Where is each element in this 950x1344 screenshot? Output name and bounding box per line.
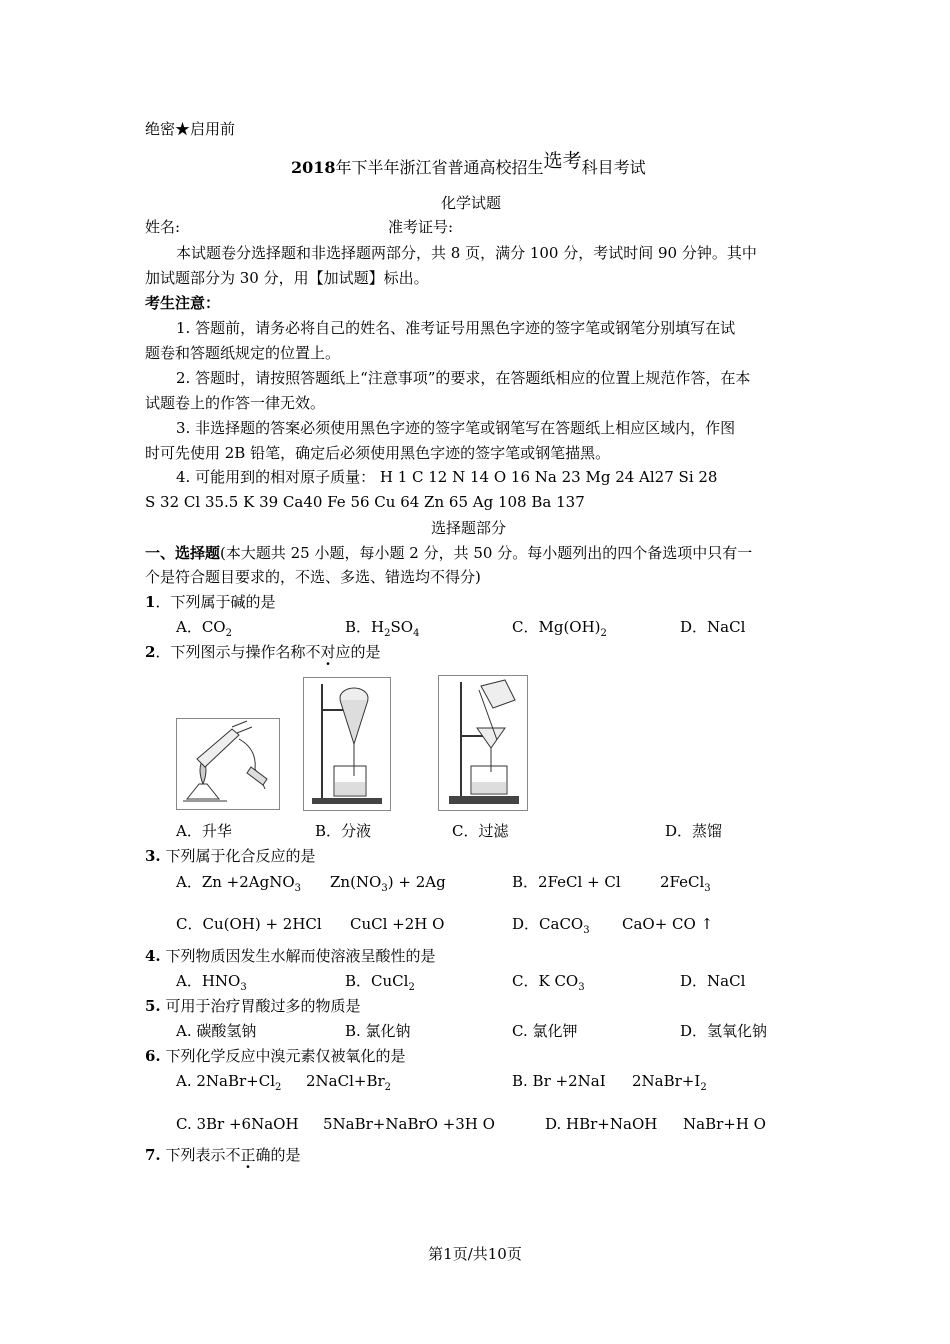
q3-a-text: A．Zn +2AgNO — [176, 873, 295, 891]
q2-option-c: C．过滤 — [452, 822, 509, 840]
q6-c-text2: 5NaBr+NaBrO +3H O — [323, 1115, 495, 1133]
q6-b-text2: 2NaBr+I — [632, 1072, 701, 1090]
q3-option-c — [176, 914, 322, 934]
filtration-apparatus-image — [438, 675, 528, 811]
q3-b-text: B．2FeCl + Cl — [512, 873, 621, 891]
name-label: 姓名: — [145, 218, 181, 236]
q5-option-d: D．氢氧化钠 — [680, 1022, 768, 1040]
q6-option-d-product — [683, 1114, 766, 1134]
note-3a: 3. 非选择题的答案必须使用黑色字迹的签字笔或钢笔写在答题纸上相应区域内，作图 — [176, 419, 736, 437]
notes-heading: 考生注意： — [145, 294, 221, 312]
q1-stem — [145, 592, 275, 612]
q2-option-a: A．升华 — [176, 822, 232, 840]
q6-option-a: A. $2NaBr+Cl_2$ — [176, 1072, 282, 1093]
q3-option-c-product — [350, 914, 444, 934]
q4-b-text: B．CuCl — [345, 972, 409, 990]
q4-option-c: C．K $CO_3$ — [512, 972, 585, 993]
page-footer: 第1页/共10页 — [428, 1245, 522, 1263]
q3-stem — [145, 846, 315, 866]
q7-stem-emphasis: 不正确 — [225, 1146, 271, 1164]
q1-a-text: A．CO — [176, 618, 226, 636]
q7-stem-a: 下列表示 — [160, 1146, 226, 1164]
intro-line2: 加试题部分为 30 分，用【加试题】标出。 — [145, 269, 429, 287]
q3-option-a-product: $Zn(NO_3) + 2Ag$ — [330, 873, 446, 894]
q7-stem-b: 的是 — [270, 1146, 301, 1164]
q6-option-a-product: $2NaCl+Br_2$ — [306, 1072, 392, 1093]
section-title: 选择题部分 — [431, 519, 507, 537]
q4-c-text: C．K CO — [512, 972, 579, 990]
separatory-funnel-image — [303, 677, 391, 811]
q3-num: 3. — [145, 847, 161, 865]
q6-a-text2: 2NaCl+Br — [306, 1072, 385, 1090]
q5-option-b: B. 氯化钠 — [345, 1022, 411, 1040]
q1-b-text: B．H — [345, 618, 385, 636]
q3-option-d: D．CaCO$_3$ — [512, 915, 590, 936]
q1-b-text2: SO — [390, 618, 414, 636]
part-label: 一、选择题 — [145, 544, 221, 562]
q3-option-b — [512, 872, 621, 892]
q4-a-text: A．HNO — [176, 972, 241, 990]
q5-stem — [145, 996, 360, 1016]
q3-stem-text: 下列属于化合反应的是 — [160, 847, 316, 865]
q1-option-b: B．$H_2SO_4$ — [345, 618, 420, 639]
note-1b: 题卷和答题纸规定的位置上。 — [145, 344, 341, 362]
title-raised: 选考 — [543, 150, 582, 172]
q5-option-a: A. 碳酸氢钠 — [176, 1022, 257, 1040]
note-4a: 4. 可能用到的相对原子质量： H 1 C 12 N 14 O 16 Na 23 Mg 24 Al27 Si 28 — [176, 468, 718, 486]
q1-option-d: D．NaCl — [680, 618, 746, 636]
q2-num: 2 — [145, 643, 156, 661]
q4-stem — [145, 946, 435, 966]
q5-num: 5. — [145, 997, 161, 1015]
intro-line1: 本试题卷分选择题和非选择题两部分，共 8 页，满分 100 分，考试时间 90 分钟。其中 — [176, 244, 757, 262]
q1-option-a: A．$CO_2$ — [176, 618, 232, 639]
q1-num: 1 — [145, 593, 156, 611]
q2-stem-emphasis: 不对应 — [305, 643, 351, 661]
q1-option-c: C．$Mg(OH)_2$ — [512, 618, 607, 639]
q2-stem-a: ．下列图示与操作名称 — [155, 643, 306, 661]
q6-a-text: A. 2NaBr+Cl — [176, 1072, 276, 1090]
title-year: 2018 — [291, 158, 336, 177]
q6-option-b-product: $2NaBr+I_2$ — [632, 1072, 707, 1093]
q2-stem — [145, 642, 380, 662]
q2-option-d: D．蒸馏 — [665, 822, 723, 840]
q3-d-text2: CaO+ CO ↑ — [622, 915, 714, 933]
q3-option-d-product — [622, 914, 713, 934]
q6-option-d — [545, 1114, 657, 1134]
title-tail: 科目考试 — [581, 158, 646, 177]
id-label: 准考证号: — [388, 218, 454, 236]
note-1a: 1. 答题前，请务必将自己的姓名、准考证号用黑色字迹的签字笔或钢笔分别填写在试 — [176, 319, 736, 337]
q2-option-b: B．分液 — [315, 822, 372, 840]
q6-b-text: B. Br +2NaI — [512, 1072, 606, 1090]
q7-num: 7. — [145, 1146, 161, 1164]
q3-d-text: D．CaCO — [512, 915, 584, 933]
q3-c-text2: CuCl +2H O — [350, 915, 445, 933]
q3-a-text2: Zn(NO — [330, 873, 382, 891]
note-2b: 试题卷上的作答一律无效。 — [145, 394, 326, 412]
subject-title: 化学试题 — [441, 194, 502, 212]
q6-stem-text: 下列化学反应中溴元素仅被氧化的是 — [160, 1047, 406, 1065]
q5-option-c: C. 氯化钾 — [512, 1022, 578, 1040]
part-desc1: (本大题共 25 小题，每小题 2 分，共 50 分。每小题列出的四个备选项中只有一 — [220, 544, 753, 562]
q3-option-b-product: 2FeCl$_3$ — [660, 873, 711, 894]
note-4b: S 32 Cl 35.5 K 39 Ca40 Fe 56 Cu 64 Zn 65 Ag 108 Ba 137 — [145, 493, 585, 511]
q3-b-text2: 2FeCl — [660, 873, 705, 891]
q6-option-c — [176, 1114, 299, 1134]
note-3b: 时可先使用 2B 铅笔，确定后必须使用黑色字迹的签字笔或钢笔描黑。 — [145, 444, 611, 462]
q2-stem-b: 的是 — [350, 643, 381, 661]
q1-stem-text: ．下列属于碱的是 — [155, 593, 276, 611]
q6-option-b — [512, 1071, 606, 1091]
note-2a: 2. 答题时，请按照答题纸上“注意事项”的要求，在答题纸相应的位置上规范作答，在本 — [176, 369, 751, 387]
q4-option-a: A．$HNO_3$ — [176, 972, 247, 993]
q7-stem — [145, 1145, 300, 1165]
q3-option-a: A．Zn +2AgNO$_3$ — [176, 873, 302, 894]
secret-label: 绝密★启用前 — [145, 120, 236, 138]
q4-num: 4. — [145, 947, 161, 965]
q4-stem-text: 下列物质因发生水解而使溶液呈酸性的是 — [160, 947, 436, 965]
q1-c-text: C．Mg(OH) — [512, 618, 601, 636]
q4-option-d: D．NaCl — [680, 972, 746, 990]
q5-stem-text: 可用于治疗胃酸过多的物质是 — [160, 997, 361, 1015]
sublimation-apparatus-image — [176, 718, 280, 810]
q6-d-text: D. HBr+NaOH — [545, 1115, 658, 1133]
q6-num: 6. — [145, 1047, 161, 1065]
q3-a-text3: ) + 2Ag — [387, 873, 446, 891]
exam-title — [291, 150, 646, 178]
part-line1 — [145, 543, 752, 563]
title-main: 年下半年浙江省普通高校招生 — [335, 158, 544, 177]
q6-c-text: C. 3Br +6NaOH — [176, 1115, 299, 1133]
q6-stem — [145, 1046, 405, 1066]
q4-option-b: B．CuCl$_2$ — [345, 972, 415, 993]
q6-d-text2: NaBr+H O — [683, 1115, 766, 1133]
part-line2: 个是符合题目要求的，不选、多选、错选均不得分) — [145, 568, 481, 586]
q3-c-text: C．Cu(OH) + 2HCl — [176, 915, 322, 933]
q6-option-c-product — [323, 1114, 495, 1134]
